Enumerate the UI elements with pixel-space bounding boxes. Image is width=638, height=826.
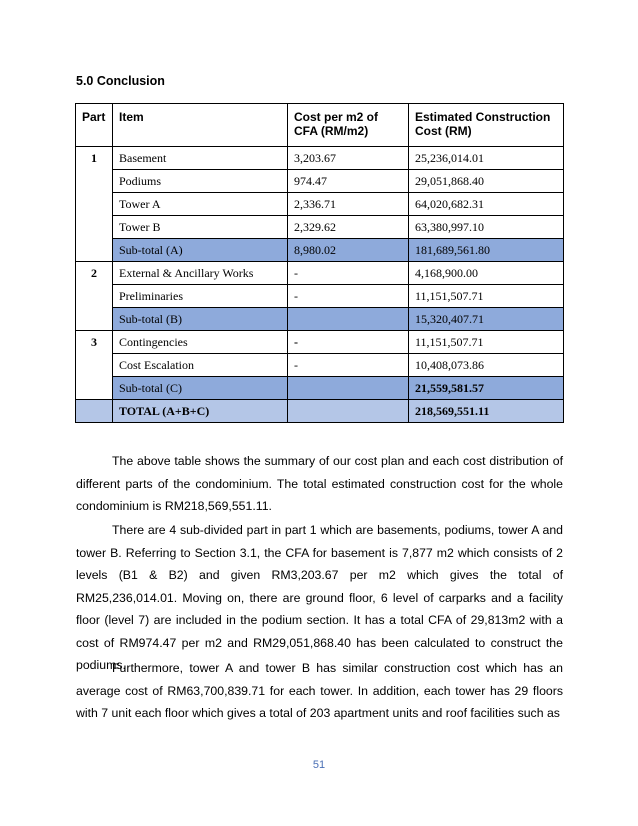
item-cell: Preliminaries (113, 285, 288, 308)
table-header-row (76, 104, 564, 147)
item-cell: Tower A (113, 193, 288, 216)
header-estimated-cost: Estimated Construction Cost (RM) (409, 104, 564, 147)
item-cell: Sub-total (A) (113, 239, 288, 262)
item-cell: Podiums (113, 170, 288, 193)
header-part: Part (76, 104, 113, 147)
estimated-cost-cell: 10,408,073.86 (409, 354, 564, 377)
paragraph (76, 657, 563, 725)
item-cell: Sub-total (C) (113, 377, 288, 400)
estimated-cost-cell: 21,559,581.57 (409, 377, 564, 400)
header-cost-per-m2: Cost per m2 of CFA (RM/m2) (288, 104, 409, 147)
item-cell: Basement (113, 147, 288, 170)
part-number: 3 (76, 331, 113, 400)
table-row (76, 147, 564, 170)
table-row (76, 193, 564, 216)
paragraph (76, 450, 563, 518)
estimated-cost-cell: 63,380,997.10 (409, 216, 564, 239)
subtotal-row (76, 377, 564, 400)
paragraph-text: Furthermore, tower A and tower B has similar construction cost which has an average cost of RM63,700,839.71 for each tower. In addition, each tower has 29 floors with 7 unit each floor which gives a total of 203 apartment units and roof facilities such as (76, 661, 563, 720)
cost-per-m2-cell (288, 308, 409, 331)
table-row (76, 285, 564, 308)
part-number (76, 400, 113, 423)
estimated-cost-cell: 181,689,561.80 (409, 239, 564, 262)
header-item: Item (113, 104, 288, 147)
cost-per-m2-cell: 974.47 (288, 170, 409, 193)
cost-per-m2-cell: - (288, 262, 409, 285)
item-cell: TOTAL (A+B+C) (113, 400, 288, 423)
cost-per-m2-cell: 2,329.62 (288, 216, 409, 239)
cost-summary-table (75, 103, 564, 423)
subtotal-row (76, 239, 564, 262)
item-cell: Cost Escalation (113, 354, 288, 377)
estimated-cost-cell: 15,320,407.71 (409, 308, 564, 331)
paragraph-text: There are 4 sub-divided part in part 1 which are basements, podiums, tower A and tower B. Referring to Section 3.1, the CFA for basement is 7,877 m2 which consists of 2 levels (B1 & B2) and given RM3,203.67 per m2 which gives the total of RM25,236,014.01. Moving on, there are ground floor, 6 level of carparks and a facility floor (level 7) are included in the podium section. It has a total CFA of 29,813m2 with a cost of RM974.47 per m2 and RM29,051,868.40 has been calculated to construct the podiums. (76, 523, 563, 672)
estimated-cost-cell: 29,051,868.40 (409, 170, 564, 193)
table-row (76, 331, 564, 354)
part-number: 2 (76, 262, 113, 331)
cost-per-m2-cell (288, 400, 409, 423)
table-row (76, 216, 564, 239)
cost-per-m2-cell: - (288, 354, 409, 377)
estimated-cost-cell: 4,168,900.00 (409, 262, 564, 285)
table-row (76, 262, 564, 285)
estimated-cost-cell: 64,020,682.31 (409, 193, 564, 216)
estimated-cost-cell: 11,151,507.71 (409, 285, 564, 308)
page-number: 51 (312, 759, 326, 771)
item-cell: Tower B (113, 216, 288, 239)
total-row (76, 400, 564, 423)
estimated-cost-cell: 11,151,507.71 (409, 331, 564, 354)
cost-per-m2-cell (288, 377, 409, 400)
cost-per-m2-cell: 8,980.02 (288, 239, 409, 262)
paragraph (76, 519, 563, 677)
item-cell: Contingencies (113, 331, 288, 354)
item-cell: Sub-total (B) (113, 308, 288, 331)
estimated-cost-cell: 218,569,551.11 (409, 400, 564, 423)
table-row (76, 170, 564, 193)
table-row (76, 354, 564, 377)
section-heading: 5.0 Conclusion (76, 74, 165, 88)
part-number: 1 (76, 147, 113, 262)
estimated-cost-cell: 25,236,014.01 (409, 147, 564, 170)
cost-per-m2-cell: - (288, 285, 409, 308)
cost-per-m2-cell: - (288, 331, 409, 354)
paragraph-text: The above table shows the summary of our cost plan and each cost distribution of different parts of the condominium. The total estimated construction cost for the whole condominium is RM218,569,551.11. (76, 454, 563, 513)
item-cell: External & Ancillary Works (113, 262, 288, 285)
subtotal-row (76, 308, 564, 331)
cost-per-m2-cell: 3,203.67 (288, 147, 409, 170)
cost-per-m2-cell: 2,336.71 (288, 193, 409, 216)
